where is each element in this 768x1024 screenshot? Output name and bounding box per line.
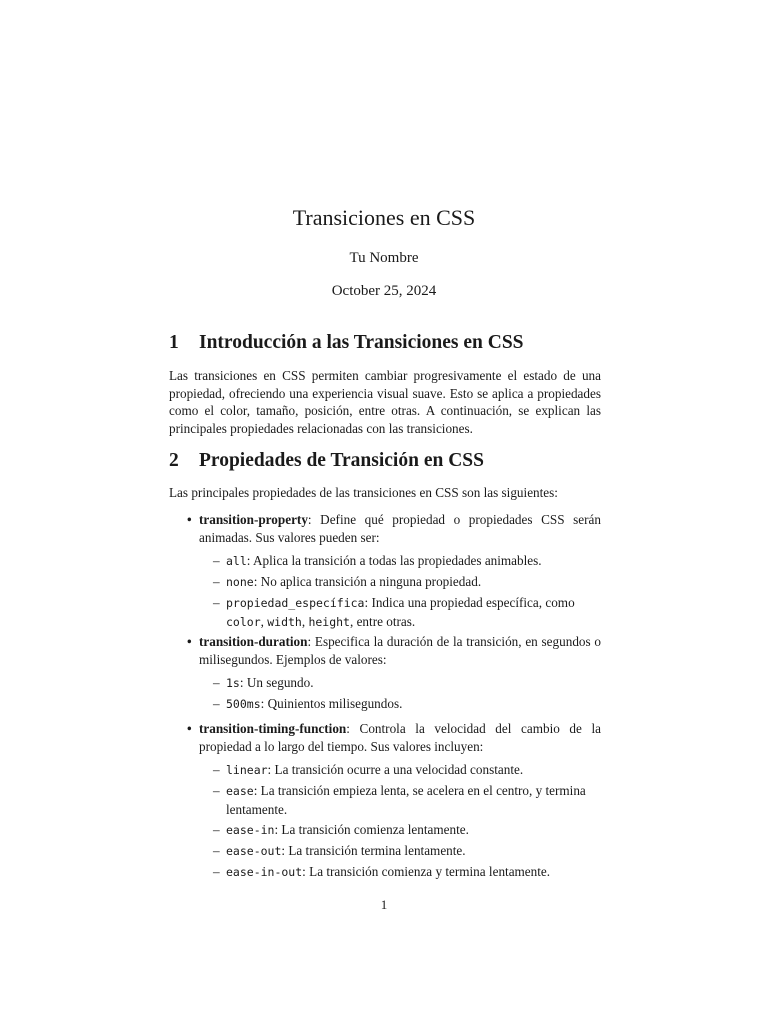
list-item: [169, 863, 601, 882]
section-1-title: Introducción a las Transiciones en CSS: [199, 332, 524, 353]
dash-icon: –: [213, 842, 220, 858]
list-item: [169, 782, 601, 818]
bullet-item: [169, 633, 601, 668]
bullet-term: transition-duration: [199, 634, 308, 649]
item-text: : La transición empieza lenta, se acelera en el centro, y termina lentamente.: [226, 783, 586, 817]
document-date: October 25, 2024: [331, 283, 437, 299]
sublist: [169, 552, 601, 631]
document-title: Transiciones en CSS: [292, 205, 476, 230]
code-term: ease-in: [226, 822, 275, 837]
bullet-term: transition-timing-function: [199, 721, 347, 736]
bullet-text: : Controla la velocidad del cambio de la propiedad a lo largo del tiempo. Sus valores incluyen:: [199, 721, 601, 754]
item-text: : Un segundo.: [239, 675, 314, 690]
code-term: color: [226, 614, 261, 629]
dash-icon: –: [213, 675, 220, 690]
list-item: [169, 821, 601, 840]
dash-icon: –: [213, 553, 220, 568]
list-item: [169, 695, 601, 714]
bullet-dot-icon: •: [187, 721, 192, 736]
item-text: : Quinientos milisegundos.: [260, 696, 403, 711]
item-text: : La transición ocurre a una velocidad constante.: [267, 762, 524, 777]
item-text: : La transición comienza y termina lentamente.: [302, 863, 551, 879]
bullet-item: [169, 720, 601, 755]
list-item: – propiedad_específica: Indica una propiedad específica, como color, width, height, entre otras.: [213, 595, 575, 629]
dash-icon: –: [213, 863, 220, 879]
code-term: width: [267, 614, 302, 629]
bullet-text: : Define qué propiedad o propiedades CSS serán animadas. Sus valores pueden ser:: [199, 512, 601, 545]
code-term: propiedad_específica: [226, 596, 365, 610]
bullet-transition-duration: [169, 633, 601, 716]
bullet-item: [169, 511, 601, 546]
page-number: 1: [380, 897, 388, 912]
list-item: [169, 761, 601, 780]
dash-icon: –: [213, 595, 220, 610]
bullet-text: : Especifica la duración de la transición, en segundos o milisegundos. Ejemplos de valores:: [199, 634, 601, 667]
code-term: height: [308, 614, 350, 629]
bullet-transition-timing-function: [169, 720, 601, 884]
dash-icon: –: [213, 574, 220, 589]
list-item: [169, 842, 601, 861]
bullet-term: transition-property: [199, 512, 308, 527]
section-2-title: Propiedades de Transición en CSS: [199, 450, 484, 471]
code-term: 500ms: [226, 697, 261, 711]
code-term: none: [226, 575, 254, 589]
bullet-dot-icon: •: [187, 634, 192, 649]
list-item: [169, 573, 601, 592]
bullet-transition-property: [169, 511, 601, 634]
dash-icon: –: [213, 762, 220, 777]
dash-icon: –: [213, 696, 220, 711]
item-text: : No aplica transición a ninguna propiedad.: [253, 574, 482, 589]
sublist: [169, 674, 601, 714]
section-2-number: 2: [169, 450, 179, 471]
item-tail: , entre otras.: [349, 613, 416, 629]
code-term: ease-in-out: [226, 864, 303, 879]
bullet-dot-icon: •: [187, 512, 192, 527]
item-text: : La transición termina lentamente.: [281, 842, 466, 858]
item-text: : La transición comienza lentamente.: [274, 821, 469, 837]
dash-icon: –: [213, 783, 220, 798]
sublist: [169, 761, 601, 881]
code-term: 1s: [226, 676, 240, 690]
code-term: linear: [226, 763, 268, 777]
document-author: Tu Nombre: [349, 250, 419, 266]
item-text: : Indica una propiedad específica, como: [364, 595, 575, 610]
section-2-heading: [169, 450, 484, 472]
dash-icon: –: [213, 821, 220, 837]
section-2-intro: Las principales propiedades de las transiciones en CSS son las siguientes:: [169, 485, 558, 500]
code-term: ease: [226, 784, 254, 798]
section-1-number: 1: [169, 332, 179, 353]
list-item: [169, 552, 601, 571]
list-item: [169, 674, 601, 693]
section-1-paragraph: Las transiciones en CSS permiten cambiar progresivamente el estado de una propiedad, ofreciendo una experiencia visual suave. Esto se aplica a propiedades como el color, tamaño, posición, entre otras. A continuación, se explican las principales propiedades relacionadas con las transiciones.: [169, 368, 601, 436]
item-text: : Aplica la transición a todas las propiedades animables.: [246, 553, 542, 568]
code-term: all: [226, 554, 247, 568]
code-term: ease-out: [226, 843, 282, 858]
section-1-heading: [169, 332, 524, 354]
